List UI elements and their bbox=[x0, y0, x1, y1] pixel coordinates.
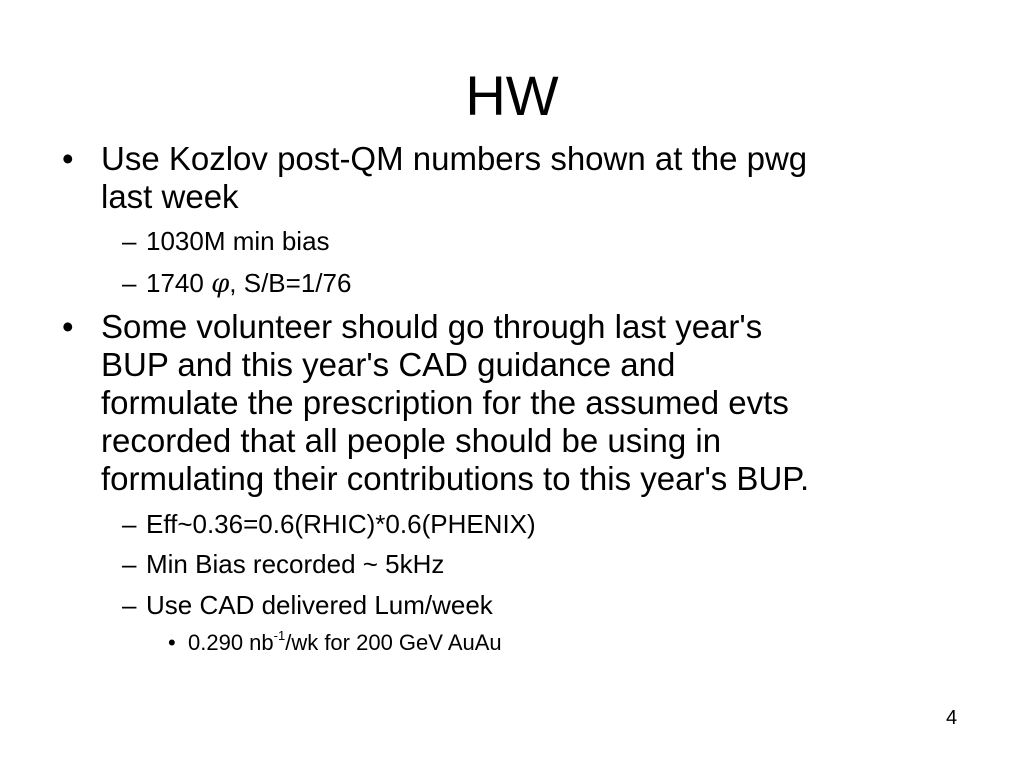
sub-bullet-text: 1030M min bias bbox=[146, 226, 330, 256]
subsub-bullet-marker: • bbox=[168, 630, 176, 655]
bullet-line: Some volunteer should go through last year's bbox=[101, 308, 763, 345]
sub-bullet-marker: – bbox=[122, 549, 137, 579]
bullet-line: last week bbox=[101, 178, 239, 215]
subsub-text-pre: 0.290 nb bbox=[188, 630, 274, 655]
bullet-line: formulate the prescription for the assumed evts bbox=[101, 384, 789, 421]
bullet-line: formulating their contributions to this year's BUP. bbox=[101, 460, 810, 497]
bullet-line: recorded that all people should be using in bbox=[101, 422, 722, 459]
subsub-bullet-text bbox=[188, 629, 502, 657]
sub-bullet-text-post: , S/B=1/76 bbox=[229, 268, 352, 298]
sub-bullet-marker: – bbox=[122, 590, 137, 620]
bullet-line: Use Kozlov post-QM numbers shown at the pwg bbox=[101, 140, 808, 177]
sub-bullet-text bbox=[146, 267, 351, 300]
bullet-line: BUP and this year's CAD guidance and bbox=[101, 346, 676, 383]
sub-bullet-marker: – bbox=[122, 226, 137, 256]
bullet-marker: • bbox=[62, 140, 74, 177]
bullet-marker: • bbox=[62, 308, 74, 345]
subsub-text-post: /wk for 200 GeV AuAu bbox=[285, 630, 502, 655]
sub-bullet-text-pre: 1740 bbox=[146, 268, 212, 298]
phi-symbol: φ bbox=[211, 269, 230, 299]
slide-title: HW bbox=[465, 64, 559, 127]
sub-bullet-text: Min Bias recorded ~ 5kHz bbox=[146, 549, 445, 579]
sub-bullet-marker: – bbox=[122, 268, 137, 298]
sub-bullet-text: Eff~0.36=0.6(RHIC)*0.6(PHENIX) bbox=[146, 509, 536, 539]
superscript-exponent: -1 bbox=[273, 627, 286, 643]
sub-bullet-marker: – bbox=[122, 509, 137, 539]
sub-bullet-text: Use CAD delivered Lum/week bbox=[146, 590, 493, 620]
page-number: 4 bbox=[946, 707, 958, 729]
